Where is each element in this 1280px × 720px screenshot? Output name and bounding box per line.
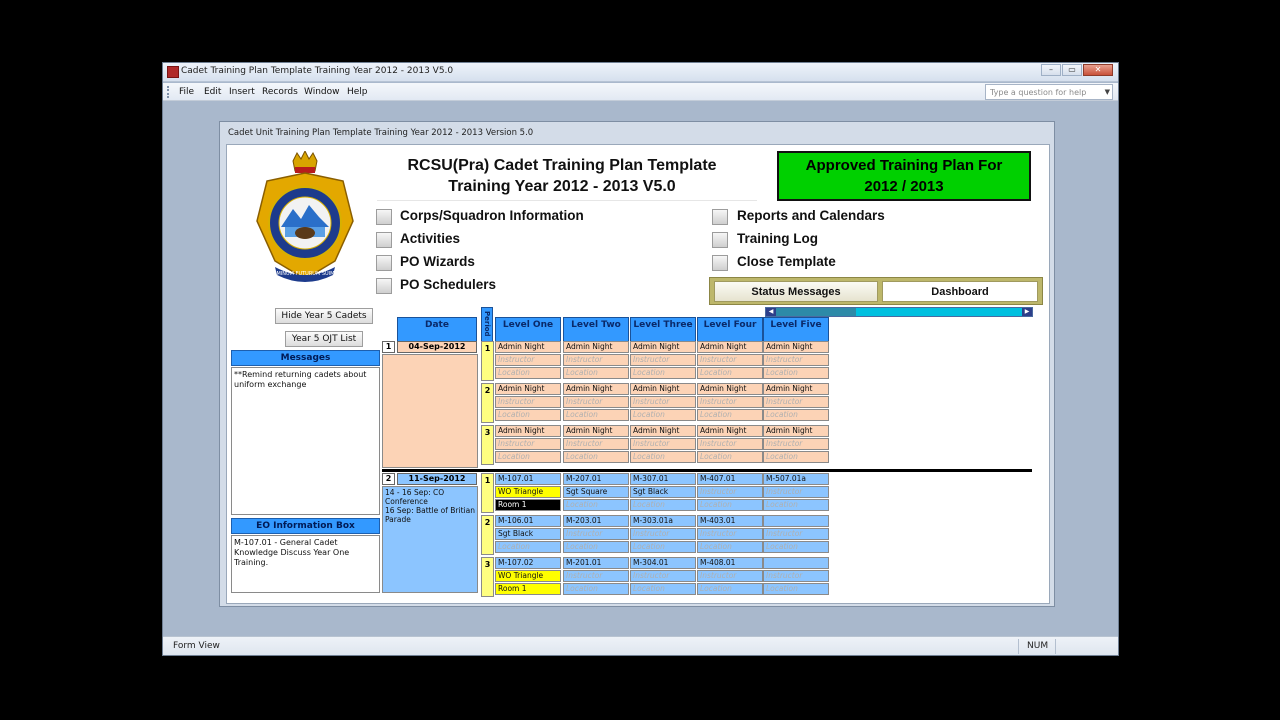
- po-wizards-button[interactable]: [376, 255, 392, 271]
- form-body: [226, 144, 1050, 604]
- level-one-instructor-cell[interactable]: WO Triangle: [495, 486, 561, 498]
- period-number: 2: [481, 383, 494, 423]
- level-five-eo-code-cell[interactable]: Admin Night: [763, 341, 829, 353]
- eo-info-header: EO Information Box: [231, 518, 380, 534]
- scroll-thumb[interactable]: [776, 308, 856, 316]
- level-four-instructor-cell[interactable]: Instructor: [697, 486, 763, 498]
- menu-window[interactable]: Window: [304, 87, 340, 97]
- help-search-input[interactable]: [985, 84, 1113, 100]
- level-four-eo-code-cell[interactable]: Admin Night: [697, 383, 763, 395]
- level-five-eo-code-cell[interactable]: [763, 515, 829, 527]
- level-five-eo-code-cell[interactable]: M-507.01a: [763, 473, 829, 485]
- menu-help[interactable]: Help: [347, 87, 368, 97]
- level-four-instructor-cell[interactable]: Instructor: [697, 396, 763, 408]
- eo-info-box[interactable]: M-107.01 - General Cadet Knowledge Discuss Year One Training.: [231, 535, 380, 593]
- close-template-label[interactable]: Close Template: [737, 254, 836, 269]
- status-separator: [1018, 639, 1019, 654]
- level-three-instructor-cell[interactable]: Instructor: [630, 354, 696, 366]
- numlock-indicator: NUM: [1027, 641, 1049, 651]
- level-three-instructor-cell[interactable]: Sgt Black: [630, 486, 696, 498]
- period-number: 2: [481, 515, 494, 555]
- level-four-header: Level Four: [697, 317, 763, 343]
- level-five-location-cell[interactable]: Location: [763, 583, 829, 595]
- messages-header: Messages: [231, 350, 380, 366]
- level-four-location-cell[interactable]: Location: [697, 367, 763, 379]
- level-one-instructor-cell[interactable]: Instructor: [495, 354, 561, 366]
- view-mode-status: Form View: [173, 641, 220, 651]
- title-bar: [163, 63, 1118, 82]
- week-notes[interactable]: 14 - 16 Sep: CO Conference 16 Sep: Battle of Britian Parade: [382, 486, 478, 593]
- menu-file[interactable]: File: [179, 87, 195, 97]
- level-two-instructor-cell[interactable]: Instructor: [563, 528, 629, 540]
- week-divider: [382, 469, 1032, 472]
- level-five-location-cell[interactable]: Location: [763, 409, 829, 421]
- corps-info-label[interactable]: Corps/Squadron Information: [400, 208, 584, 223]
- level-two-instructor-cell[interactable]: Instructor: [563, 354, 629, 366]
- menu-edit[interactable]: Edit: [204, 87, 222, 97]
- level-three-location-cell[interactable]: Location: [630, 583, 696, 595]
- level-four-instructor-cell[interactable]: Instructor: [697, 570, 763, 582]
- approved-line-2: 2012 / 2013: [864, 178, 944, 195]
- level-two-eo-code-cell[interactable]: M-207.01: [563, 473, 629, 485]
- level-one-location-cell[interactable]: Location: [495, 541, 561, 553]
- level-one-eo-code-cell[interactable]: M-107.01: [495, 473, 561, 485]
- menu-bar: [163, 83, 1118, 101]
- period-number: 1: [481, 341, 494, 381]
- close-button[interactable]: ✕: [1083, 64, 1113, 76]
- app-window: [162, 62, 1119, 656]
- level-two-instructor-cell[interactable]: Instructor: [563, 438, 629, 450]
- training-log-button[interactable]: [712, 232, 728, 248]
- status-separator: [1055, 639, 1056, 654]
- level-two-header: Level Two: [563, 317, 629, 343]
- level-five-instructor-cell[interactable]: Instructor: [763, 354, 829, 366]
- reports-label[interactable]: Reports and Calendars: [737, 208, 885, 223]
- level-four-instructor-cell[interactable]: Instructor: [697, 528, 763, 540]
- level-four-eo-code-cell[interactable]: Admin Night: [697, 341, 763, 353]
- level-four-eo-code-cell[interactable]: M-407.01: [697, 473, 763, 485]
- level-three-location-cell[interactable]: Location: [630, 451, 696, 463]
- level-three-instructor-cell[interactable]: Instructor: [630, 570, 696, 582]
- level-four-eo-code-cell[interactable]: Admin Night: [697, 425, 763, 437]
- level-one-eo-code-cell[interactable]: Admin Night: [495, 341, 561, 353]
- level-five-instructor-cell[interactable]: Instructor: [763, 528, 829, 540]
- level-one-location-cell[interactable]: Room 1: [495, 499, 561, 511]
- title-divider: [377, 200, 757, 201]
- level-one-eo-code-cell[interactable]: Admin Night: [495, 425, 561, 437]
- date-column-header: Date: [397, 317, 477, 343]
- level-two-location-cell[interactable]: Location: [563, 583, 629, 595]
- approved-plan-banner: [777, 151, 1031, 201]
- horizontal-scrollbar[interactable]: [765, 307, 1033, 317]
- level-two-instructor-cell[interactable]: Instructor: [563, 396, 629, 408]
- training-log-label[interactable]: Training Log: [737, 231, 818, 246]
- close-template-button[interactable]: [712, 255, 728, 271]
- level-one-location-cell[interactable]: Location: [495, 451, 561, 463]
- week-date[interactable]: 04-Sep-2012: [397, 341, 477, 353]
- form-title: Cadet Unit Training Plan Template Training Year 2012 - 2013 Version 5.0: [228, 128, 534, 138]
- level-five-location-cell[interactable]: Location: [763, 541, 829, 553]
- level-five-header: Level Five: [763, 317, 829, 343]
- crest-motto: DOMINUM FUTURUM SUIMUS: [268, 271, 342, 277]
- title-line-1: RCSU(Pra) Cadet Training Plan Template: [407, 157, 717, 174]
- help-placeholder: Type a question for help: [990, 88, 1087, 97]
- level-two-eo-code-cell[interactable]: Admin Night: [563, 383, 629, 395]
- access-app-icon: [167, 66, 179, 78]
- level-three-eo-code-cell[interactable]: M-307.01: [630, 473, 696, 485]
- hide-year5-button[interactable]: Hide Year 5 Cadets: [275, 308, 373, 324]
- level-one-instructor-cell[interactable]: Sgt Black: [495, 528, 561, 540]
- level-five-instructor-cell[interactable]: Instructor: [763, 396, 829, 408]
- level-five-location-cell[interactable]: Location: [763, 367, 829, 379]
- level-three-location-cell[interactable]: Location: [630, 367, 696, 379]
- level-one-instructor-cell[interactable]: WO Triangle: [495, 570, 561, 582]
- level-two-eo-code-cell[interactable]: M-201.01: [563, 557, 629, 569]
- level-two-location-cell[interactable]: Location: [563, 367, 629, 379]
- scroll-right-icon[interactable]: ▶: [1022, 308, 1032, 316]
- status-bar: [163, 636, 1118, 655]
- level-three-header: Level Three: [630, 317, 696, 343]
- level-five-instructor-cell[interactable]: Instructor: [763, 438, 829, 450]
- toolbar-grip-icon: [167, 86, 170, 98]
- level-five-eo-code-cell[interactable]: Admin Night: [763, 383, 829, 395]
- level-one-eo-code-cell[interactable]: M-106.01: [495, 515, 561, 527]
- level-five-instructor-cell[interactable]: Instructor: [763, 570, 829, 582]
- level-four-eo-code-cell[interactable]: M-408.01: [697, 557, 763, 569]
- level-four-instructor-cell[interactable]: Instructor: [697, 438, 763, 450]
- level-five-location-cell[interactable]: Location: [763, 451, 829, 463]
- menu-insert[interactable]: Insert: [229, 87, 255, 97]
- level-four-eo-code-cell[interactable]: M-403.01: [697, 515, 763, 527]
- level-one-location-cell[interactable]: Location: [495, 409, 561, 421]
- level-four-instructor-cell[interactable]: Instructor: [697, 354, 763, 366]
- week-number: 1: [382, 341, 395, 353]
- level-two-location-cell[interactable]: Location: [563, 451, 629, 463]
- year5-ojt-list-button[interactable]: Year 5 OJT List: [285, 331, 363, 347]
- level-three-instructor-cell[interactable]: Instructor: [630, 396, 696, 408]
- level-one-eo-code-cell[interactable]: Admin Night: [495, 383, 561, 395]
- period-number: 3: [481, 425, 494, 465]
- level-two-eo-code-cell[interactable]: M-203.01: [563, 515, 629, 527]
- period-number: 3: [481, 557, 494, 597]
- restore-button[interactable]: ▭: [1062, 64, 1082, 76]
- tab-strip: [709, 277, 1043, 305]
- week-number: 2: [382, 473, 395, 485]
- level-five-instructor-cell[interactable]: Instructor: [763, 486, 829, 498]
- level-three-instructor-cell[interactable]: Instructor: [630, 438, 696, 450]
- level-three-location-cell[interactable]: Location: [630, 499, 696, 511]
- corps-info-button[interactable]: [376, 209, 392, 225]
- activities-label[interactable]: Activities: [400, 231, 461, 246]
- level-five-location-cell[interactable]: Location: [763, 499, 829, 511]
- po-schedulers-button[interactable]: [376, 278, 392, 294]
- level-four-location-cell[interactable]: Location: [697, 409, 763, 421]
- level-five-eo-code-cell[interactable]: Admin Night: [763, 425, 829, 437]
- level-four-location-cell[interactable]: Location: [697, 541, 763, 553]
- level-one-instructor-cell[interactable]: Instructor: [495, 438, 561, 450]
- level-three-eo-code-cell[interactable]: M-304.01: [630, 557, 696, 569]
- tab-status-messages[interactable]: Status Messages: [714, 281, 878, 302]
- level-five-eo-code-cell[interactable]: [763, 557, 829, 569]
- level-one-location-cell[interactable]: Room 1: [495, 583, 561, 595]
- title-line-2: Training Year 2012 - 2013 V5.0: [448, 178, 676, 195]
- rcsu-crest-icon: [255, 151, 355, 283]
- week-notes[interactable]: [382, 354, 478, 468]
- level-one-header: Level One: [495, 317, 561, 343]
- level-four-location-cell[interactable]: Location: [697, 583, 763, 595]
- po-wizards-label[interactable]: PO Wizards: [400, 254, 475, 269]
- level-three-eo-code-cell[interactable]: M-303.01a: [630, 515, 696, 527]
- tab-dashboard[interactable]: Dashboard: [882, 281, 1038, 302]
- level-one-instructor-cell[interactable]: Instructor: [495, 396, 561, 408]
- level-two-location-cell[interactable]: Location: [563, 499, 629, 511]
- level-three-location-cell[interactable]: Location: [630, 541, 696, 553]
- training-plan-form: [219, 121, 1055, 607]
- period-header-label: Period: [483, 311, 491, 337]
- level-three-eo-code-cell[interactable]: Admin Night: [630, 425, 696, 437]
- week-date[interactable]: 11-Sep-2012: [397, 473, 477, 485]
- page-title: [377, 155, 747, 197]
- level-two-location-cell[interactable]: Location: [563, 541, 629, 553]
- level-two-location-cell[interactable]: Location: [563, 409, 629, 421]
- level-two-eo-code-cell[interactable]: Admin Night: [563, 341, 629, 353]
- period-column-header: [481, 307, 493, 343]
- level-one-location-cell[interactable]: Location: [495, 367, 561, 379]
- level-two-instructor-cell[interactable]: Instructor: [563, 570, 629, 582]
- menu-records[interactable]: Records: [262, 87, 298, 97]
- level-two-instructor-cell[interactable]: Sgt Square: [563, 486, 629, 498]
- level-three-instructor-cell[interactable]: Instructor: [630, 528, 696, 540]
- level-three-location-cell[interactable]: Location: [630, 409, 696, 421]
- po-schedulers-label[interactable]: PO Schedulers: [400, 277, 497, 292]
- approved-line-1: Approved Training Plan For: [805, 157, 1003, 174]
- scroll-left-icon[interactable]: ◀: [766, 308, 776, 316]
- level-two-eo-code-cell[interactable]: Admin Night: [563, 425, 629, 437]
- level-four-location-cell[interactable]: Location: [697, 451, 763, 463]
- period-number: 1: [481, 473, 494, 513]
- dropdown-arrow-icon[interactable]: ▼: [1104, 88, 1110, 96]
- minimize-button[interactable]: –: [1041, 64, 1061, 76]
- reports-button[interactable]: [712, 209, 728, 225]
- window-title: Cadet Training Plan Template Training Year 2012 - 2013 V5.0: [181, 66, 454, 76]
- activities-button[interactable]: [376, 232, 392, 248]
- level-three-eo-code-cell[interactable]: Admin Night: [630, 383, 696, 395]
- messages-box[interactable]: **Remind returning cadets about uniform exchange: [231, 367, 380, 515]
- level-three-eo-code-cell[interactable]: Admin Night: [630, 341, 696, 353]
- level-four-location-cell[interactable]: Location: [697, 499, 763, 511]
- level-one-eo-code-cell[interactable]: M-107.02: [495, 557, 561, 569]
